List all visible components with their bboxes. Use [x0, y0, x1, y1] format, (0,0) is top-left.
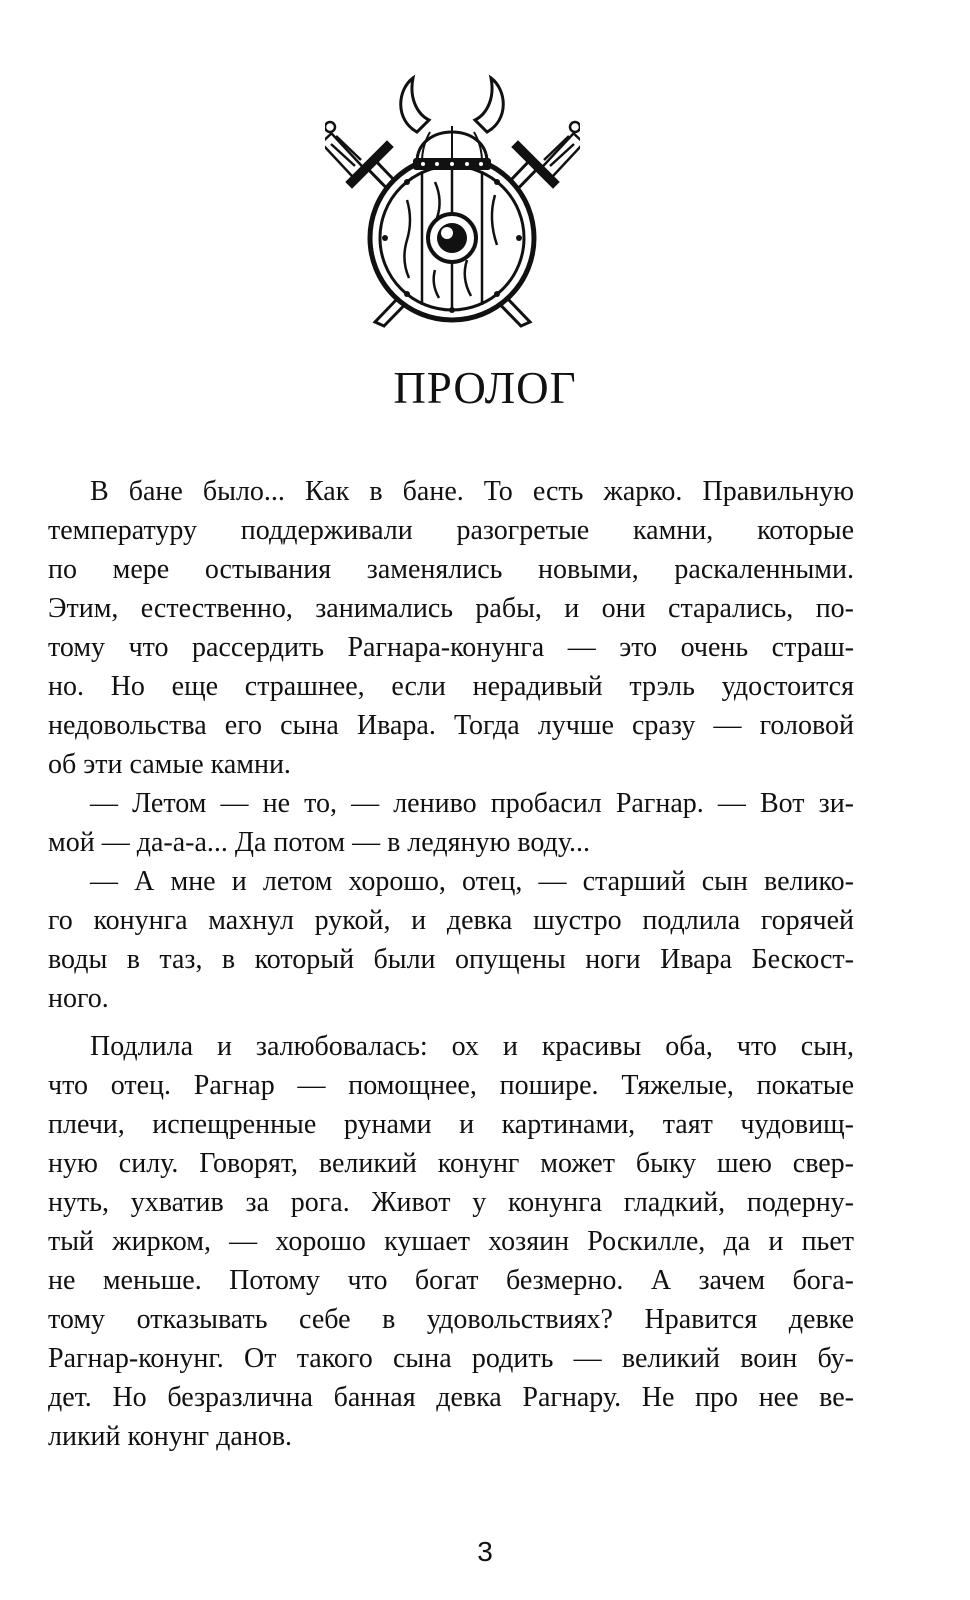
viking-emblem-icon — [325, 70, 580, 335]
text-line: но. Но еще страшнее, если нерадивый трэль удостоится — [48, 671, 854, 702]
text-line: ную силу. Говорят, великий конунг может быку шею свер- — [48, 1148, 854, 1179]
text-line: плечи, испещренные рунами и картинами, таят чудовищ- — [48, 1109, 854, 1140]
text-line: тому что рассердить Рагнара-конунга — это очень страш- — [48, 632, 854, 663]
text-line: что отец. Рагнар — помощнее, пошире. Тяжелые, покатые — [48, 1070, 854, 1101]
text-line: Подлила и залюбовалась: ох и красивы оба, что сын, — [90, 1031, 854, 1062]
text-line: Этим, естественно, занимались рабы, и они старались, по- — [48, 593, 854, 624]
text-line: недовольства его сына Ивара. Тогда лучше сразу — головой — [48, 710, 854, 741]
text-line: по мере остывания заменялись новыми, раскаленными. — [48, 554, 854, 585]
text-line: нуть, ухватив за рога. Живот у конунга гладкий, подерну- — [48, 1187, 854, 1218]
text-line: — А мне и летом хорошо, отец, — старший сын велико- — [90, 866, 854, 897]
text-line: го конунга махнул рукой, и девка шустро подлила горячей — [48, 905, 854, 936]
text-line: ного. — [48, 983, 109, 1014]
paragraph — [48, 472, 854, 784]
paragraph — [48, 862, 854, 1018]
text-line: воды в таз, в который были опущены ноги Ивара Бескост- — [48, 944, 854, 975]
text-line: — Летом — не то, — лениво пробасил Рагнар. — Вот зи- — [90, 788, 854, 819]
page-number: 3 — [477, 1536, 493, 1567]
text-line: ликий конунг данов. — [48, 1421, 293, 1452]
text-line: дет. Но безразлична банная девка Рагнару. Не про нее ве- — [48, 1382, 854, 1413]
text-line: температуру поддерживали разогретые камни, которые — [48, 515, 854, 546]
text-line: В бане было... Как в бане. То есть жарко. Правильную — [90, 476, 854, 507]
text-line: тый жирком, — хорошо кушает хозяин Роскилле, да и пьет — [48, 1226, 854, 1257]
text-line: не меньше. Потому что богат безмерно. А зачем бога- — [48, 1265, 854, 1296]
text-line: тому отказывать себе в удовольствиях? Нравится девке — [48, 1304, 854, 1335]
paragraph-gap — [48, 1018, 854, 1027]
text-line: мой — да-а-а... Да потом — в ледяную воду... — [48, 827, 591, 858]
text-line: Рагнар-конунг. От такого сына родить — великий воин бу- — [48, 1343, 854, 1374]
text-line: об эти самые камни. — [48, 749, 291, 780]
paragraph — [48, 1027, 854, 1456]
chapter-title: ПРОЛОГ — [393, 363, 577, 413]
paragraph — [48, 784, 854, 862]
chapter-body — [48, 472, 854, 1456]
